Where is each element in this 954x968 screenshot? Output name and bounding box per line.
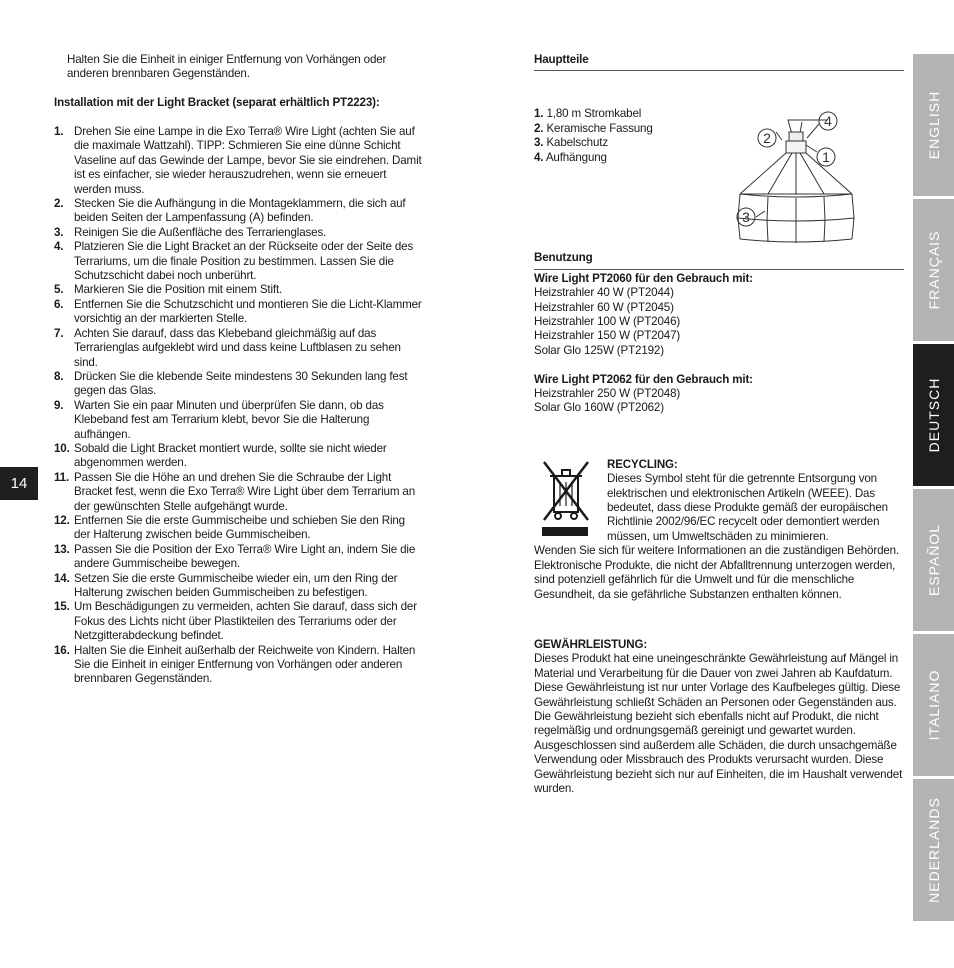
parts-list	[534, 107, 684, 165]
step-text: Drehen Sie eine Lampe in die Exo Terra® Wire Light (achten Sie auf die maximale Wattzahl). TIPP: Schmieren Sie eine dünne Schicht Vaseline auf das Gewinde der Lampe, bevor Sie sie eindrehen. Damit ist es einfacher, sie wieder herauszudrehen, wenn sie erneuert werden muss.	[74, 125, 422, 196]
language-tab-nederlands	[913, 779, 954, 921]
pt2062-title: Wire Light PT2062 für den Gebrauch mit:	[534, 372, 753, 386]
step-text: Reinigen Sie die Außenfläche des Terrarienglases.	[74, 225, 327, 239]
part-item	[534, 122, 684, 136]
step-text: Passen Sie die Höhe an und drehen Sie die Schraube der Light Bracket fest, wenn die Exo Terra® Wire Light über dem Terrarium an der gewünschten Stelle aufgehängt wurde.	[74, 470, 416, 513]
installation-step	[54, 543, 424, 572]
step-text: Entfernen Sie die erste Gummischeibe und schieben Sie den Ring der Halterung zwischen beide Gummischeiben.	[74, 513, 405, 542]
recycling-text: Dieses Symbol steht für die getrennte Entsorgung von elektrischen und elektronischen Artikeln (WEEE). Das bedeutet, dass diese Produkte gemäß der europäischen Richtlinie 2002/96/EC recycelt oder demontiert werden müssen, um Umweltschäden zu minimieren.	[607, 472, 888, 543]
part-label: Keramische Fassung	[546, 121, 653, 135]
step-text: Passen Sie die Position der Exo Terra® Wire Light an, indem Sie die andere Gummischeibe bewegen.	[74, 542, 416, 571]
callout-1: 1	[822, 149, 830, 166]
language-tab-français	[913, 199, 954, 341]
step-number: 1.	[54, 125, 64, 138]
callout-line-3	[756, 211, 765, 217]
installation-step	[54, 197, 424, 226]
language-tab-label: ITALIANO	[925, 669, 942, 741]
part-number: 1.	[534, 107, 544, 121]
part-item	[534, 151, 684, 165]
part-number: 4.	[534, 150, 544, 164]
compatible-lamp-item: Heizstrahler 40 W (PT2044)	[534, 286, 674, 300]
step-text: Achten Sie darauf, dass das Klebeband gleichmäßig auf das Terrarienglas aufgeklebt wird und dass keine Luftblasen zu sehen sind.	[74, 326, 401, 369]
step-text: Stecken Sie die Aufhängung in die Montageklammern, die sich auf beiden Seiten der Lampenfassung (A) befinden.	[74, 197, 406, 225]
warranty-text: Dieses Produkt hat eine uneingeschränkte Gewährleistung auf Mängel in Material und Verarbeitung für die Dauer von zwei Jahren ab Kaufdatum. Diese Gewährleistung ist nur unter Vorlage des Kaufbeleges gültig. Diese Gewährleistung schließt Schäden an Personen oder Gegenständen aus. Die Gewährleistung bezieht sich ebenfalls nicht auf Produkt, die nicht regelmäßig und ordnungsgemäß gereinigt und gewartet wurden. Ausgeschlossen sind außerdem alle Schäden, die durch unsachgemäße Verwendung oder Missbrauch des Produkts verursacht wurden. Diese Gewährleistung bezieht sich nur auf Einheiten, die im Haushalt verwendet wurden.	[534, 652, 903, 795]
recycling-more: Wenden Sie sich für weitere Informationen an die zuständigen Behörden. Elektronische Produkte, die nicht der Abfalltrennung unterzogen werden, sind potenziell gefährlich für die Umwelt und für die menschliche Gesundheit, da sie gefährliche Substanzen enthalten können.	[534, 544, 900, 601]
intro-paragraph: Halten Sie die Einheit in einiger Entfernung von Vorhängen oder anderen brennbaren Gegenständen.	[67, 53, 387, 81]
step-number: 16.	[54, 643, 70, 657]
part-item	[534, 136, 684, 150]
language-tab-español	[913, 489, 954, 631]
installation-step	[54, 442, 424, 471]
step-text: Entfernen Sie die Schutzschicht und montieren Sie die Licht-Klammer vorsichtig an der markierten Stelle.	[74, 297, 422, 326]
part-number: 3.	[534, 136, 544, 150]
installation-step	[54, 283, 424, 297]
callout-3: 3	[742, 209, 750, 226]
language-tab-label: FRANÇAIS	[925, 230, 942, 310]
callout-2: 2	[763, 130, 771, 147]
step-number: 14.	[54, 571, 70, 585]
step-number: 12.	[54, 513, 70, 527]
callout-line-2	[776, 132, 782, 140]
pt2060-list	[534, 286, 904, 358]
part-item	[534, 107, 684, 121]
installation-title: Installation mit der Light Bracket (separat erhältlich PT2223):	[54, 96, 380, 110]
language-tab-deutsch	[913, 344, 954, 486]
callout-line-1	[806, 145, 817, 152]
language-tabs	[913, 54, 954, 924]
pt2060-title: Wire Light PT2060 für den Gebrauch mit:	[534, 271, 753, 285]
step-number: 6.	[54, 297, 64, 311]
warranty-title: GEWÄHRLEISTUNG:	[534, 637, 648, 651]
step-number: 3.	[54, 225, 64, 239]
page-number: 14	[0, 467, 38, 500]
compatible-lamp-item: Solar Glo 125W (PT2192)	[534, 343, 664, 357]
installation-step	[54, 572, 424, 601]
installation-step	[54, 514, 424, 543]
step-number: 10.	[54, 441, 70, 455]
part-label: Aufhängung	[545, 150, 607, 164]
step-number: 13.	[54, 542, 70, 556]
installation-step	[54, 298, 424, 327]
installation-step	[54, 399, 424, 442]
callout-4: 4	[824, 113, 832, 130]
lamp-diagram	[694, 104, 904, 254]
step-text: Warten Sie ein paar Minuten und überprüfen Sie dann, ob das Klebeband fest am Terrarium klebt, bevor Sie die Halterung aufhängen.	[74, 398, 384, 441]
installation-step	[54, 600, 424, 643]
step-number: 15.	[54, 600, 70, 614]
weee-crossed-bin-icon	[540, 458, 592, 538]
step-text: Halten Sie die Einheit außerhalb der Reichweite von Kindern. Halten Sie die Einheit in einiger Entfernung von Vorhängen oder anderen brennbaren Gegenständen.	[74, 643, 416, 686]
language-tab-label: NEDERLANDS	[925, 797, 942, 903]
step-number: 7.	[54, 326, 64, 340]
compatible-lamp-item: Heizstrahler 150 W (PT2047)	[534, 329, 681, 343]
installation-step	[54, 240, 424, 283]
callout-line-4	[807, 124, 819, 138]
recycling-title: RECYCLING:	[607, 457, 678, 471]
part-label: 1,80 m Stromkabel	[546, 107, 642, 121]
part-label: Kabelschutz	[546, 136, 608, 150]
left-column	[54, 53, 424, 687]
usage-rule	[534, 269, 904, 270]
step-number: 11.	[54, 470, 70, 484]
part-number: 2.	[534, 121, 544, 135]
language-tab-english	[913, 54, 954, 196]
language-tab-label: ESPAÑOL	[925, 523, 942, 597]
language-tab-label: DEUTSCH	[925, 377, 942, 453]
usage-title: Benutzung	[534, 251, 593, 265]
installation-step	[54, 471, 424, 514]
recycling-section	[534, 458, 904, 602]
installation-step	[54, 226, 424, 240]
step-text: Platzieren Sie die Light Bracket an der Rückseite oder der Seite des Terrariums, um die finale Position zu bestimmen. Lassen Sie die Schutzschicht dabei noch unberührt.	[74, 240, 414, 283]
step-number: 4.	[54, 240, 64, 254]
installation-step	[54, 125, 424, 197]
pt2062-list	[534, 387, 904, 416]
compatible-lamp-item: Heizstrahler 250 W (PT2048)	[534, 387, 681, 401]
installation-step	[54, 327, 424, 370]
step-text: Sobald die Light Bracket montiert wurde, sollte sie nicht wieder abgenommen werden.	[74, 441, 387, 470]
step-number: 9.	[54, 398, 64, 412]
step-number: 5.	[54, 283, 64, 297]
step-number: 8.	[54, 369, 64, 383]
compatible-lamp-item: Heizstrahler 100 W (PT2046)	[534, 315, 681, 329]
step-text: Um Beschädigungen zu vermeiden, achten Sie darauf, dass sich der Fokus des Lichts nicht über Plastikteilen des Terrariums oder der Netzgitterabdeckung befindet.	[74, 600, 417, 643]
installation-steps	[54, 125, 424, 687]
compatible-lamp-item: Solar Glo 160W (PT2062)	[534, 401, 664, 415]
installation-step	[54, 644, 424, 687]
language-tab-label: ENGLISH	[925, 90, 942, 160]
step-text: Setzen Sie die erste Gummischeibe wieder ein, um den Ring der Halterung zwischen beiden Gummischeiben zu befestigen.	[74, 571, 398, 599]
compatible-lamp-item: Heizstrahler 60 W (PT2045)	[534, 300, 674, 314]
language-tab-italiano	[913, 634, 954, 776]
right-column	[534, 53, 904, 796]
step-text: Markieren Sie die Position mit einem Stift.	[74, 283, 283, 297]
step-text: Drücken Sie die klebende Seite mindestens 30 Sekunden lang fest gegen das Glas.	[74, 369, 408, 398]
step-number: 2.	[54, 197, 64, 211]
installation-step	[54, 370, 424, 399]
parts-title: Hauptteile	[534, 53, 589, 66]
